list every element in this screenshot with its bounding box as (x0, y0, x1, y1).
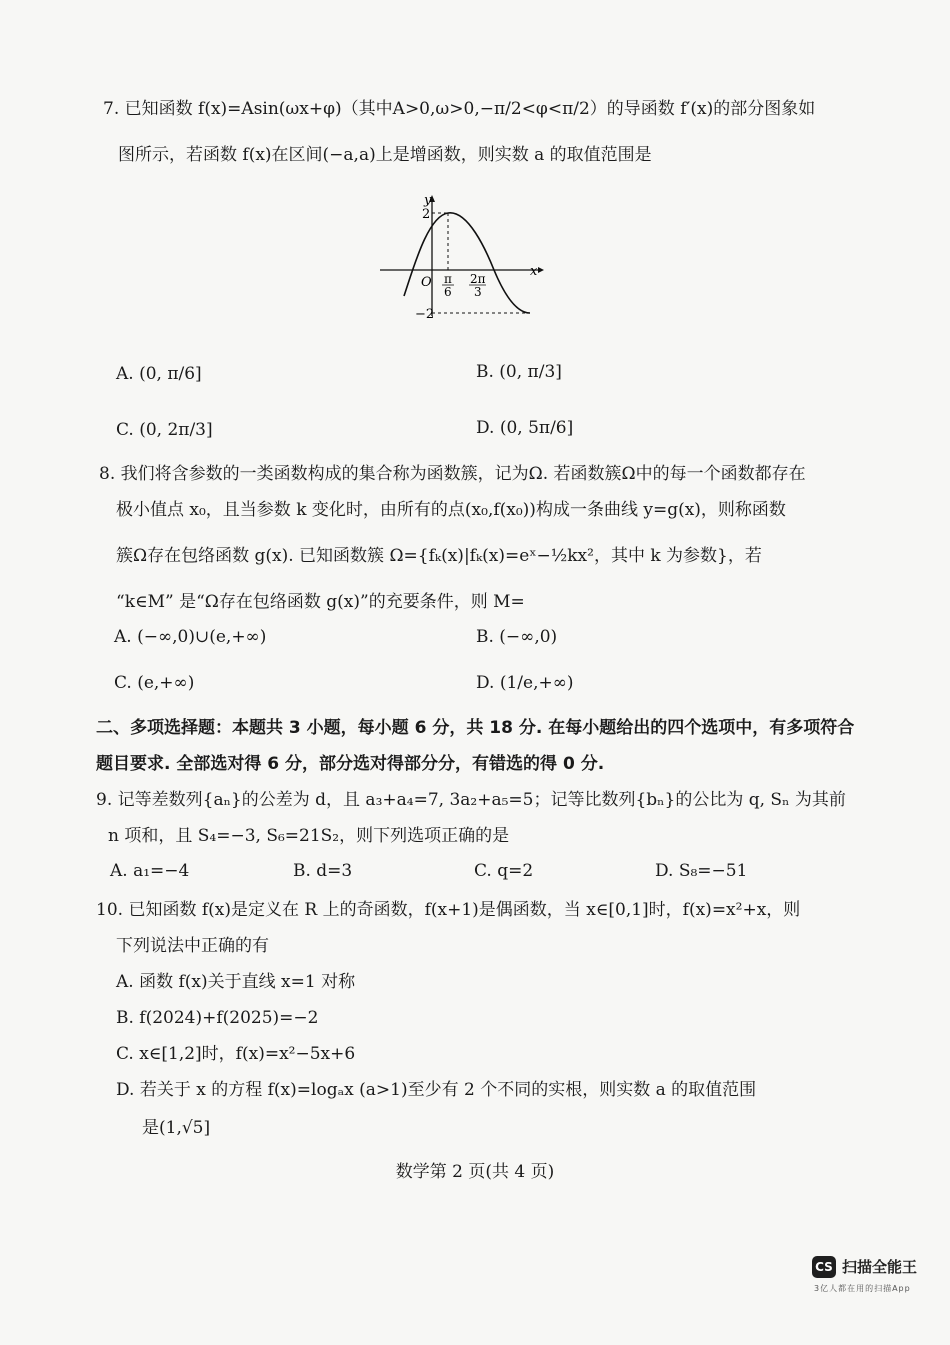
q10-option-d[interactable]: D. 若关于 x 的方程 f(x)=logₐx (a>1)至少有 2 个不同的实根，则实数 a 的取值范围 (116, 1080, 757, 1100)
watermark-name: 扫描全能王 (842, 1258, 918, 1276)
x-axis-label: x (530, 264, 538, 279)
q9-stem-line1: 9. 记等差数列{aₙ}的公差为 d，且 a₃+a₄=7, 3a₂+a₅=5；记等比数列{bₙ}的公比为 q, Sₙ 为其前 (96, 790, 846, 810)
tick1-numerator: π (444, 272, 452, 286)
q9-option-c[interactable]: C. q=2 (474, 861, 534, 881)
q10-option-c[interactable]: C. x∈[1,2]时，f(x)=x²−5x+6 (116, 1044, 356, 1064)
q7-option-c[interactable]: C. (0, 2π/3] (116, 420, 213, 440)
q8-option-c[interactable]: C. (e,+∞) (114, 673, 195, 693)
tick1-denominator: 6 (444, 285, 452, 299)
derivative-curve (404, 213, 530, 313)
q10-option-a[interactable]: A. 函数 f(x)关于直线 x=1 对称 (116, 972, 356, 992)
q7-derivative-graph (370, 188, 550, 323)
q8-stem-line3: 簇Ω存在包络函数 g(x). 已知函数簇 Ω={fₖ(x)|fₖ(x)=eˣ−½kx²，其中 k 为参数}，若 (116, 546, 762, 566)
q10-stem-line2: 下列说法中正确的有 (116, 936, 269, 956)
q7-option-d[interactable]: D. (0, 5π/6] (476, 418, 574, 438)
tick2-numerator: 2π (470, 272, 486, 286)
q9-option-d[interactable]: D. S₈=−51 (655, 861, 748, 881)
q8-stem-line2: 极小值点 x₀，且当参数 k 变化时，由所有的点(x₀,f(x₀))构成一条曲线 y=g(x)，则称函数 (116, 500, 786, 520)
q7-option-a[interactable]: A. (0, π/6] (116, 364, 202, 384)
tick2-denominator: 3 (474, 285, 482, 299)
q7-option-b[interactable]: B. (0, π/3] (476, 362, 562, 382)
q9-stem-line2: n 项和，且 S₄=−3, S₆=21S₂，则下列选项正确的是 (108, 826, 510, 846)
camscanner-logo-icon: CS (812, 1256, 836, 1278)
scanner-watermark (812, 1256, 932, 1296)
q8-option-b[interactable]: B. (−∞,0) (476, 627, 558, 647)
q9-option-b[interactable]: B. d=3 (293, 861, 353, 881)
q10-stem-line1: 10. 已知函数 f(x)是定义在 R 上的奇函数，f(x+1)是偶函数，当 x∈[0,1]时，f(x)=x²+x，则 (96, 900, 801, 920)
y-axis-label: y (424, 193, 432, 208)
q10-option-d-continued: 是(1,√5] (142, 1118, 211, 1138)
page-footer: 数学第 2 页(共 4 页) (395, 1162, 555, 1182)
section2-heading-line1: 二、多项选择题：本题共 3 小题，每小题 6 分，共 18 分. 在每小题给出的四个选项中，有多项符合 (96, 718, 855, 738)
q9-option-a[interactable]: A. a₁=−4 (110, 861, 190, 881)
watermark-tagline: 3亿人都在用的扫描App (814, 1284, 911, 1293)
origin-label: O (421, 275, 432, 290)
x-axis-arrow (538, 267, 544, 273)
q8-option-a[interactable]: A. (−∞,0)∪(e,+∞) (114, 627, 267, 647)
q7-stem-line2: 图所示，若函数 f(x)在区间(−a,a)上是增函数，则实数 a 的取值范围是 (118, 145, 652, 165)
q8-stem-line1: 8. 我们将含参数的一类函数构成的集合称为函数簇，记为Ω. 若函数簇Ω中的每一个函数都存在 (99, 464, 806, 484)
section2-heading-line2: 题目要求. 全部选对得 6 分，部分选对得部分分，有错选的得 0 分. (96, 754, 605, 774)
q7-stem-line1: 7. 已知函数 f(x)=Asin(ωx+φ)（其中A>0,ω>0,−π/2<φ<π/2）的导函数 f′(x)的部分图象如 (103, 99, 816, 119)
q8-option-d[interactable]: D. (1/e,+∞) (476, 673, 574, 693)
y-min-label: −2 (415, 307, 435, 322)
q8-stem-line4: “k∈M” 是“Ω存在包络函数 g(x)”的充要条件，则 M= (116, 592, 525, 612)
q10-option-b[interactable]: B. f(2024)+f(2025)=−2 (116, 1008, 319, 1028)
y-max-label: 2 (422, 207, 431, 222)
